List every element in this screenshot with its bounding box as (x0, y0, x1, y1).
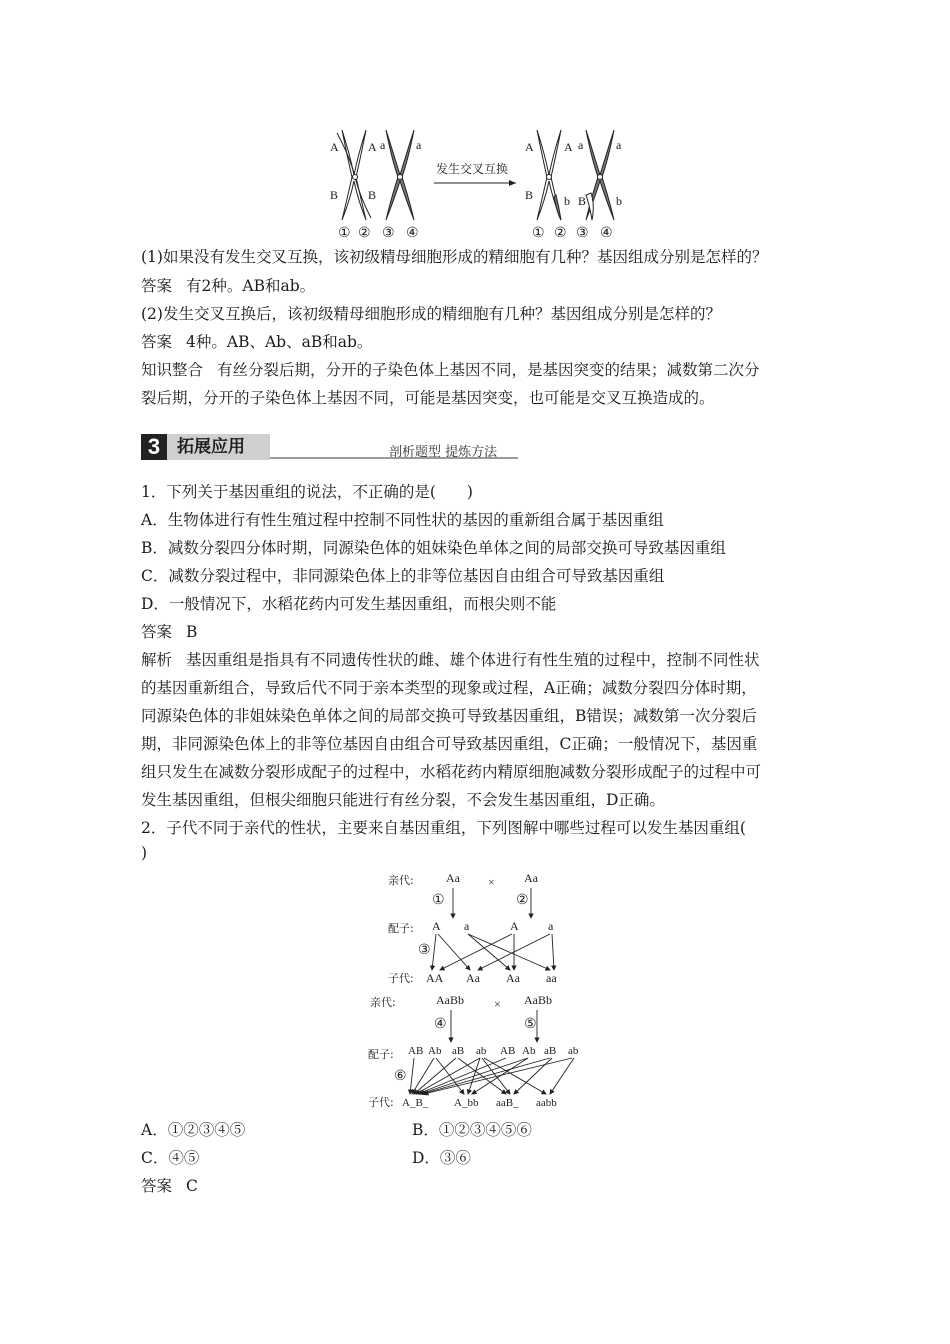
summary-tag: 知识整合 (141, 361, 204, 379)
gamete: a (464, 919, 470, 933)
ex1-option-a: A．生物体进行有性生殖过程中控制不同性状的基因的重新组合属于基因重组 (141, 511, 664, 529)
step-number: ⑥ (394, 1069, 407, 1084)
ex1-option-b: B．减数分裂四分体时期，同源染色体的姐妹染色单体之间的局部交换可导致基因重组 (141, 539, 726, 557)
gene-label: B (330, 188, 339, 202)
gene-label: B (368, 188, 377, 202)
ex1-analysis-line: 的基因重新组合，导致后代不同于亲本类型的现象或过程，A正确；减数分裂四分体时期， (141, 679, 757, 697)
ex1-answer (141, 622, 197, 642)
gamete: ab (568, 1045, 579, 1057)
answer-1 (141, 276, 315, 296)
gene-label: B (578, 194, 587, 208)
ex2-options-row-1 (141, 1120, 245, 1140)
parent-genotype: Aa (524, 871, 538, 885)
ex1-analysis-line (141, 650, 760, 670)
parent-genotype: Aa (446, 871, 460, 885)
offspring-genotype: aabb (536, 1097, 557, 1109)
answer-tag: 答案 (141, 277, 173, 295)
ex1-analysis-line: 发生基因重组，但根尖细胞只能进行有丝分裂，不会发生基因重组，D正确。 (141, 791, 665, 809)
chromosome-number: ① (338, 226, 351, 240)
offspring-genotype: aa (546, 971, 557, 985)
ex2-answer (141, 1176, 198, 1196)
ex1-option-d: D．一般情况下，水稻花药内可发生基因重组，而根尖则不能 (141, 595, 557, 613)
offspring-genotype: aaB_ (496, 1097, 519, 1109)
offspring-genotype: Aa (506, 971, 520, 985)
question-1: (1)如果没有发生交叉互换，该初级精母细胞形成的精细胞有几种？基因组成分别是怎样的？ (141, 248, 768, 266)
chromosome-pair-after (537, 130, 614, 220)
parent-label: 亲代: (370, 996, 396, 1009)
section-title: 拓展应用 (167, 434, 270, 460)
gamete: A (510, 919, 519, 933)
step-number: ② (516, 893, 529, 908)
summary-line-1 (141, 360, 760, 380)
gene-label: B (525, 188, 534, 202)
gene-label: b (616, 194, 622, 208)
chromosome-number: ① (532, 226, 545, 240)
ex1-analysis-line: 期，非同源染色体上的非等位基因自由组合可导致基因重组，C正确；一般情况下，基因重 (141, 735, 758, 753)
offspring-label: 子代: (388, 972, 414, 985)
cross-diagram (360, 868, 600, 1116)
ex1-analysis-line: 组只发生在减数分裂形成配子的过程中，水稻花药内精原细胞减数分裂形成配子的过程中可 (141, 763, 762, 781)
answer-tag: 答案 (141, 1177, 173, 1195)
gamete: Ab (522, 1045, 536, 1057)
gene-label: a (616, 138, 622, 152)
answer-tag: 答案 (141, 623, 173, 641)
answer-text: 4种。AB、Ab、aB和ab。 (186, 333, 373, 351)
ex1-analysis-line: 同源染色体的非姐妹染色单体之间的局部交换可导致基因重组，B错误；减数第一次分裂后 (141, 707, 757, 725)
offspring-genotype: A_bb (454, 1097, 479, 1109)
offspring-genotype: AA (426, 971, 444, 985)
cross-symbol: × (488, 875, 495, 889)
offspring-genotype: Aa (466, 971, 480, 985)
answer-2 (141, 332, 372, 352)
offspring-label: 子代: (368, 1096, 394, 1109)
step-number: ④ (434, 1017, 447, 1032)
ex2-stem: 2．子代不同于亲代的性状，主要来自基因重组，下列图解中哪些过程可以发生基因重组( (141, 819, 746, 837)
gamete-label: 配子: (368, 1048, 394, 1061)
gamete: a (548, 919, 554, 933)
gamete-label: 配子: (388, 922, 414, 935)
ex2-option-b: B．①②③④⑤⑥ (412, 1121, 532, 1139)
answer-text: 有2种。AB和ab。 (186, 277, 316, 295)
chromosome-number: ③ (382, 226, 395, 240)
offspring-genotype: A_B_ (402, 1097, 429, 1109)
step-number: ⑤ (524, 1017, 537, 1032)
answer-text: B (186, 623, 198, 641)
parent-genotype: AaBb (524, 993, 552, 1007)
gamete: ab (476, 1045, 487, 1057)
chromosome-number: ④ (600, 226, 613, 240)
summary-text: 有丝分裂后期，分开的子染色体上基因不同，是基因突变的结果；减数第二次分 (217, 361, 760, 379)
gamete: Ab (428, 1045, 442, 1057)
ex1-option-c: C．减数分裂过程中，非同源染色体上的非等位基因自由组合可导致基因重组 (141, 567, 665, 585)
gene-label: a (578, 138, 584, 152)
gene-label: A (368, 140, 377, 154)
ex2-option-a: A．①②③④⑤ (141, 1121, 246, 1139)
crossover-figure (320, 125, 640, 240)
ex2-option-d: D．③⑥ (412, 1149, 471, 1167)
chromosome-number: ④ (406, 226, 419, 240)
gamete: aB (544, 1045, 557, 1057)
chromosome-number: ② (554, 226, 567, 240)
step-number: ① (432, 893, 445, 908)
gamete: AB (408, 1045, 424, 1057)
parent-genotype: AaBb (436, 993, 464, 1007)
gene-label: a (416, 138, 422, 152)
gene-label: a (380, 138, 386, 152)
gene-label: b (564, 194, 570, 208)
cross-symbol: × (494, 997, 501, 1011)
answer-text: C (186, 1177, 198, 1195)
arrow-label: 发生交叉互换 (436, 162, 509, 176)
section-subtitle: 剖析题型 提炼方法 (389, 445, 498, 460)
gene-label: A (564, 140, 573, 154)
ex1-stem: 1．下列关于基因重组的说法，不正确的是( ) (141, 483, 473, 501)
arrow-head (509, 180, 516, 186)
ex2-stem-end: ) (141, 844, 148, 862)
gene-label: A (330, 140, 339, 154)
analysis-text: 基因重组是指具有不同遗传性状的雌、雄个体进行有性生殖的过程中，控制不同性状 (186, 651, 760, 669)
answer-tag: 答案 (141, 333, 173, 351)
section-number: 3 (141, 434, 167, 460)
parent-label: 亲代: (388, 874, 414, 887)
summary-line-2: 裂后期，分开的子染色体上基因不同，可能是基因突变，也可能是交叉互换造成的。 (141, 389, 715, 407)
ex2-option-c: C．④⑤ (141, 1149, 200, 1167)
gamete: AB (500, 1045, 516, 1057)
question-2: (2)发生交叉互换后，该初级精母细胞形成的精细胞有几种？基因组成分别是怎样的？ (141, 305, 721, 323)
chromosome-number: ② (358, 226, 371, 240)
gamete: A (432, 919, 441, 933)
step-number: ③ (418, 943, 431, 958)
gene-label: A (525, 140, 534, 154)
gamete: aB (452, 1045, 465, 1057)
chromosome-number: ③ (576, 226, 589, 240)
analysis-tag: 解析 (141, 651, 173, 669)
